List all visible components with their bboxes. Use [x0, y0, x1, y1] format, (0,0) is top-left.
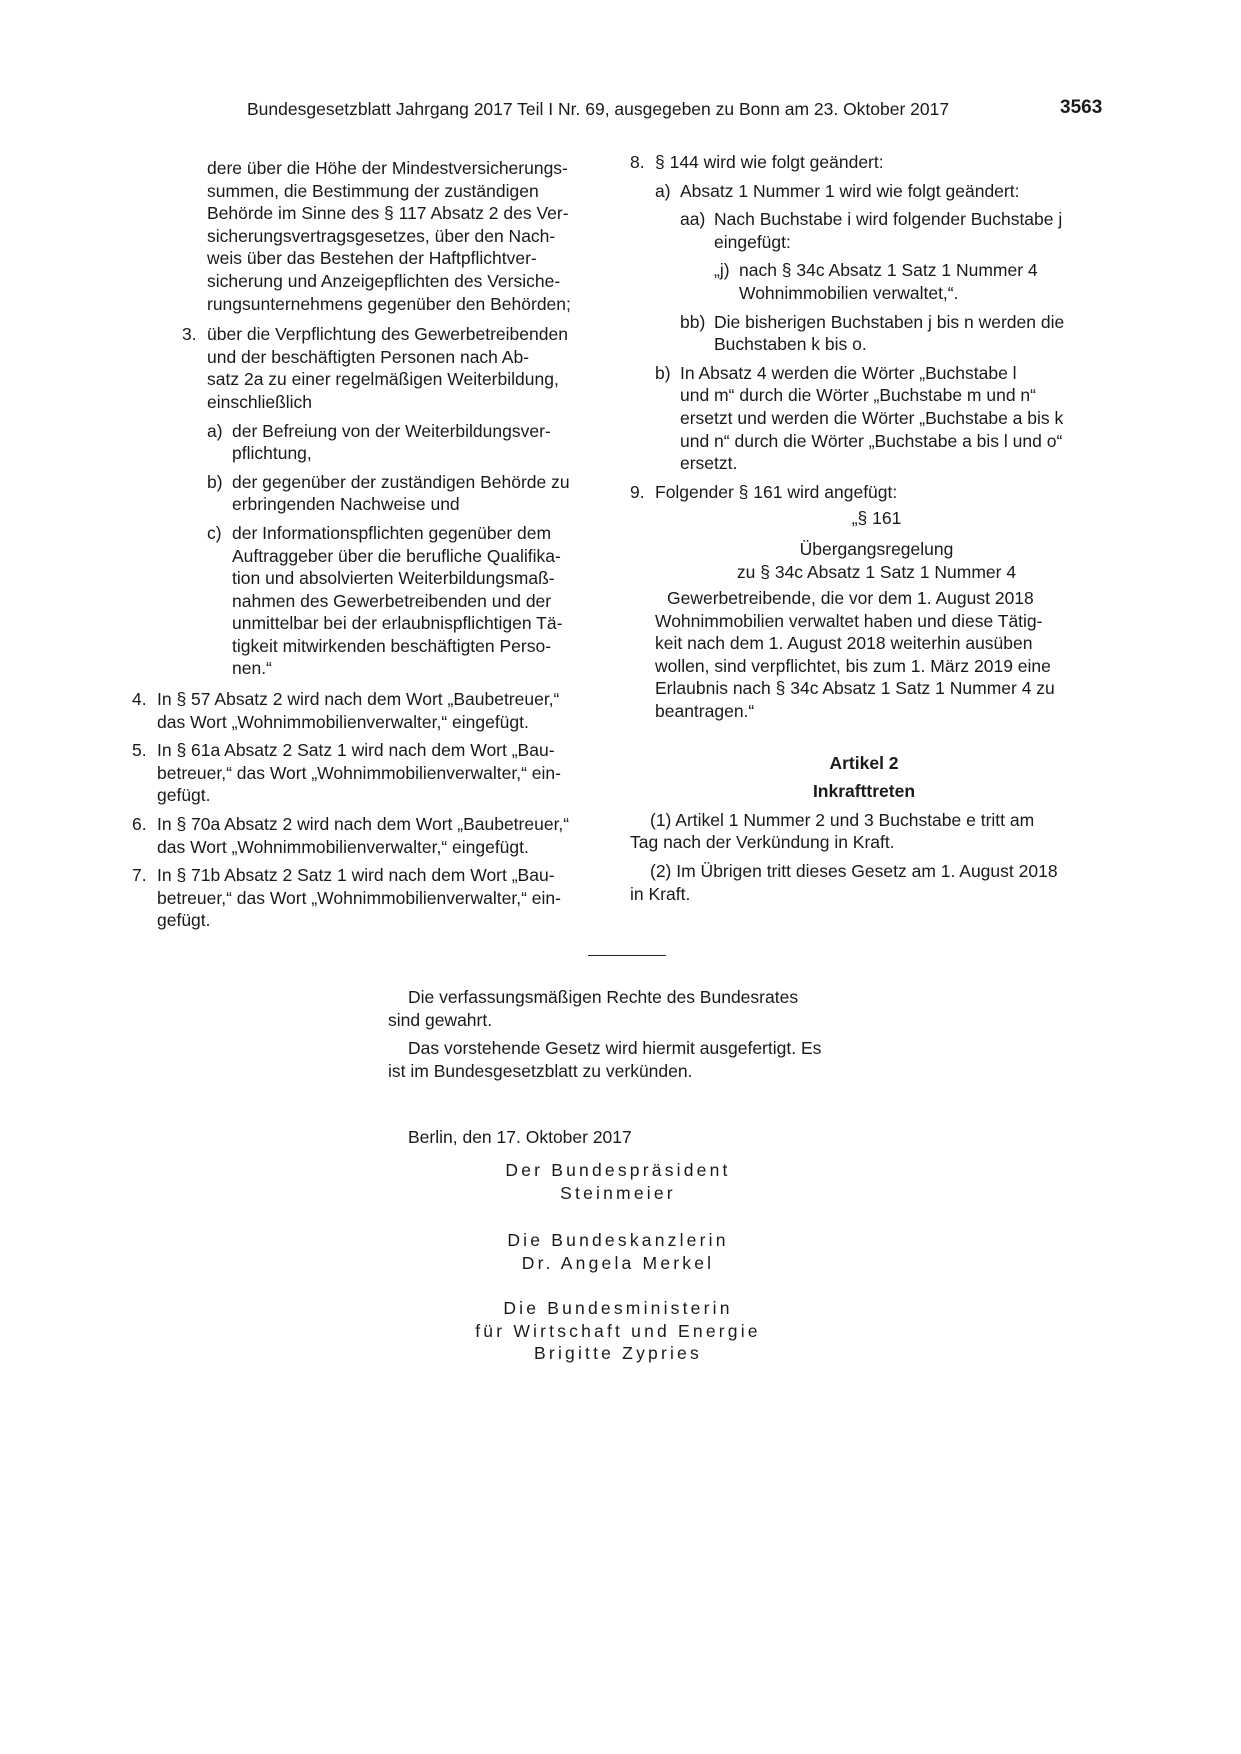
signatory-role: Die Bundeskanzlerin — [507, 1230, 729, 1250]
list-item-9: 9. Folgender § 161 wird angefügt: — [630, 481, 898, 502]
closing-paragraph-1: Die verfassungsmäßigen Rechte des Bundesrates sind gewahrt. — [388, 987, 799, 1030]
list-item-6: 6. In § 70a Absatz 2 wird nach dem Wort „Baubetreuer,“ das Wort „Wohnimmobilienverwalter,“ eingefügt. — [132, 814, 570, 857]
right-column — [630, 151, 1098, 905]
list-item-5: 5. In § 61a Absatz 2 Satz 1 wird nach dem Wort „Bau- betreuer,“ das Wort „Wohnimmobilienverwalter,“ ein- gefügt. — [132, 740, 561, 806]
list-item-3: 3. über die Verpflichtung des Gewerbetreibenden und der beschäftigten Personen nach Ab- satz 2a zu einer regelmäßigen Weiterbildung, einschließlich a) der Befreiung von der Weiterbildungsver- pflichtung, b) der gegenüber der zuständigen Behörde zu erbringenden Nachweise und c) der Informationspflichten gegenüber dem Auftraggeber über die berufliche Qualifika- tion und absolvierten Weiterbildungsmaß- nahmen des Gewerbetreibenden und der unmittelbar bei der erlaubnispflichtigen Tä- tigkeit mitwirkenden beschäftigten Perso- nen.“ — [132, 323, 606, 680]
signatory-chancellor — [268, 1229, 968, 1274]
sub-item-a: a) der Befreiung von der Weiterbildungsver- pflichtung, — [207, 420, 551, 464]
section-number: „§ 161 — [851, 508, 902, 529]
place-date: Berlin, den 17. Oktober 2017 — [408, 1127, 632, 1148]
signatory-name: Steinmeier — [560, 1182, 676, 1203]
sub-item-c: c) der Informationspflichten gegenüber dem Auftraggeber über die berufliche Qualifika- tion und absolvierten Weiterbildungsmaß- nahmen des Gewerbetreibenden und der unmittelbar bei der erlaubnispflichtigen Tä- tigkeit mitwirkenden beschäftigten Perso- nen.“ — [207, 522, 563, 679]
closing-block — [388, 986, 868, 1149]
list-item-4: 4. In § 57 Absatz 2 wird nach dem Wort „Baubetreuer,“ das Wort „Wohnimmobilienverwalter,“ eingefügt. — [132, 689, 560, 732]
article-paragraph-2: (2) Im Übrigen tritt dieses Gesetz am 1. August 2018 in Kraft. — [630, 861, 1058, 904]
section-subtitle: zu § 34c Absatz 1 Satz 1 Nummer 4 — [736, 561, 1017, 582]
sub-item-8a: a) Absatz 1 Nummer 1 wird wie folgt geändert: aa) Nach Buchstabe i wird folgender Buchstabe j eingefügt: „j) nach § 34c Absatz 1 Satz 1 Nummer 4 Wohnimmobilien verwaltet,“. bb) Die bisherigen Buchstaben j bis n werden die Buchstaben k bis o. — [655, 180, 1098, 356]
article-paragraph-1: (1) Artikel 1 Nummer 2 und 3 Buchstabe e tritt am Tag nach der Verkündung in Kraft. — [630, 809, 1035, 853]
signatory-president — [268, 1159, 968, 1204]
article-subheading: Inkrafttreten — [812, 781, 916, 802]
signatory-ministry: für Wirtschaft und Energie — [475, 1320, 761, 1341]
sub-item-8bb: bb) Die bisherigen Buchstaben j bis n werden die Buchstaben k bis o. — [680, 311, 1065, 355]
list-item-7: 7. In § 71b Absatz 2 Satz 1 wird nach dem Wort „Bau- betreuer,“ das Wort „Wohnimmobilienverwalter,“ ein- gefügt. — [132, 865, 561, 931]
signatory-role: Der Bundespräsident — [505, 1160, 731, 1180]
signatory-minister — [268, 1297, 968, 1365]
header-title: Bundesgesetzblatt Jahrgang 2017 Teil I Nr. 69, ausgegeben zu Bonn am 23. Oktober 2017 — [247, 99, 950, 119]
separator-rule — [588, 955, 666, 956]
page-number: 3563 — [1060, 97, 1103, 118]
list-item-8: 8. § 144 wird wie folgt geändert: a) Absatz 1 Nummer 1 wird wie folgt geändert: aa) Nach Buchstabe i wird folgender Buchstabe j eingefügt: „j) nach § 34c Absatz 1 Satz 1 Nummer 4 Wohnimmobilien verwaltet,“. bb) Die bisherigen Buchstaben j bis n werden die Buchstaben k bis o. b) In Absatz 4 werden die Wörter „Buchstabe l und m“ durch die Wörter „Buchstabe m und n“ ersetzt und werden die Wörter „Buchstabe a bis k und n“ durch die Wörter „Buchstabe a bis l und o“ ersetzt. — [630, 151, 1098, 475]
article-heading: Artikel 2 — [829, 752, 899, 773]
signatory-role: Die Bundesministerin — [503, 1298, 733, 1318]
sub-item-8b: b) In Absatz 4 werden die Wörter „Buchstabe l und m“ durch die Wörter „Buchstabe m und n“ ersetzt und werden die Wörter „Buchstabe a bis k und n“ durch die Wörter „Buchstabe a bis l und o“ ersetzt. — [655, 362, 1064, 474]
section-title: Übergangsregelung — [799, 538, 954, 559]
left-column — [132, 157, 606, 932]
section-body: Gewerbetreibende, die vor dem 1. August 2018 Wohnimmobilien verwaltet haben und diese Tätig- keit nach dem 1. August 2018 weiterhin ausüben wollen, sind verpflichtet, bis zum 1. März 2019 eine Erlaubnis nach § 34c Absatz 1 Satz 1 Nummer 4 zu beantragen.“ — [655, 588, 1055, 722]
sub-item-b: b) der gegenüber der zuständigen Behörde zu erbringenden Nachweise und — [207, 471, 570, 515]
section-161 — [630, 507, 1098, 722]
signatory-name: Brigitte Zypries — [534, 1343, 702, 1364]
signatory-name: Dr. Angela Merkel — [521, 1252, 715, 1273]
artikel-2 — [630, 752, 1098, 906]
sub-item-8aa: aa) Nach Buchstabe i wird folgender Buchstabe j eingefügt: „j) nach § 34c Absatz 1 Satz 1 Nummer 4 Wohnimmobilien verwaltet,“. — [680, 208, 1098, 304]
sub-item-8j: „j) nach § 34c Absatz 1 Satz 1 Nummer 4 Wohnimmobilien verwaltet,“. — [714, 260, 1038, 303]
page-header — [0, 98, 1241, 128]
closing-paragraph-2: Das vorstehende Gesetz wird hiermit ausgefertigt. Es ist im Bundesgesetzblatt zu verkünden. — [388, 1038, 822, 1081]
continuation-paragraph: dere über die Höhe der Mindestversicherungs- summen, die Bestimmung der zuständigen Behörde im Sinne des § 117 Absatz 2 des Ver- sicherungsvertragsgesetzes, über den Nach- weis über das Bestehen der Haftpflichtver- sicherung und Anzeigepflichten des Versiche- rungsunternehmens gegenüber den Behörden; — [207, 158, 571, 314]
